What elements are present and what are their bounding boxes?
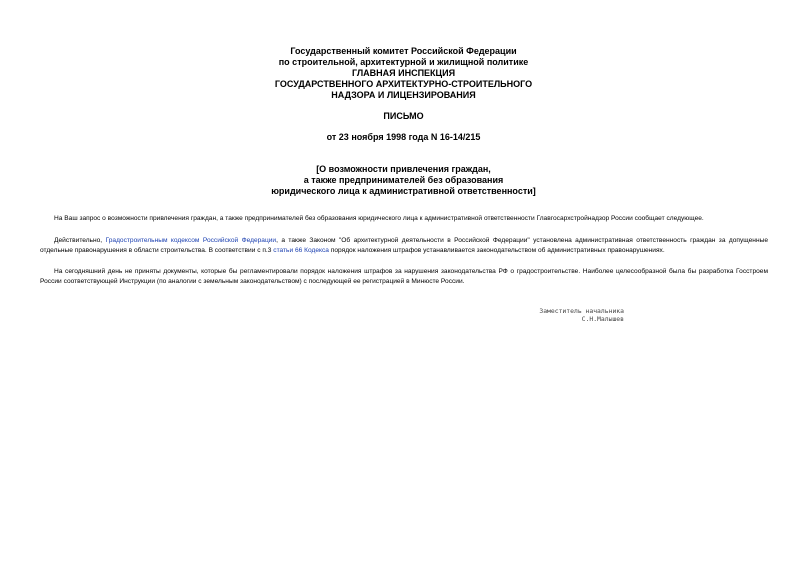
paragraph-text-start: Действительно, (54, 237, 106, 244)
authority-line: ГОСУДАРСТВЕННОГО АРХИТЕКТУРНО-СТРОИТЕЛЬНОГО (274, 79, 533, 89)
paragraph-text (40, 236, 768, 256)
document-subject (0, 164, 807, 197)
authority-line: по строительной, архитектурной и жилищной политике (278, 57, 529, 67)
paragraph-text-middle: , а также Законом "Об архитектурной деятельности в Российской Федерации" установлена административная ответственность граждан за допущенные отдельные правонарушения в области строительства. В соответствии с п.3 (40, 237, 768, 254)
article-66-link[interactable]: статьи 66 Кодекса (273, 247, 329, 254)
signature-block (539, 307, 624, 323)
authority-line: ГЛАВНАЯ ИНСПЕКЦИЯ (351, 68, 456, 78)
document-type: ПИСЬМО (383, 111, 424, 121)
subject-line: а также предпринимателей без образования (303, 175, 504, 185)
authority-line: Государственный комитет Российской Федерации (290, 46, 517, 56)
issuing-authority (0, 46, 807, 101)
paragraph-2 (40, 236, 768, 256)
urban-planning-code-link[interactable]: Градостроительным кодексом Российской Федерации (105, 237, 277, 244)
paragraph-1 (40, 214, 768, 224)
paragraph-text: На Ваш запрос о возможности привлечения граждан, а также предпринимателей без образования юридического лица к административной ответственности Главгосархстройнадзор России сообщает следующее. (54, 215, 704, 222)
document-date-number: от 23 ноября 1998 года N 16-14/215 (326, 132, 481, 142)
signatory-name: С.Н.Малышев (581, 315, 624, 323)
subject-line: [О возможности привлечения граждан, (316, 164, 491, 174)
paragraph-text-end: порядок наложения штрафов устанавливается законодательством об административных правонарушениях. (328, 247, 665, 254)
subject-line: юридического лица к административной ответственности] (271, 186, 536, 196)
authority-line: НАДЗОРА И ЛИЦЕНЗИРОВАНИЯ (331, 90, 476, 100)
paragraph-text: На сегодняшний день не приняты документы, которые бы регламентировали порядок наложения штрафов за нарушения законодательства РФ о градостроительстве. Наиболее целесообразной была бы разработка Госстроем России соответствующей Инструкции (по аналогии с земельным законодательством) с последующей ее регистрацией в Минюсте России. (40, 268, 768, 285)
signatory-position: Заместитель начальника (539, 307, 624, 315)
paragraph-3 (40, 267, 768, 287)
